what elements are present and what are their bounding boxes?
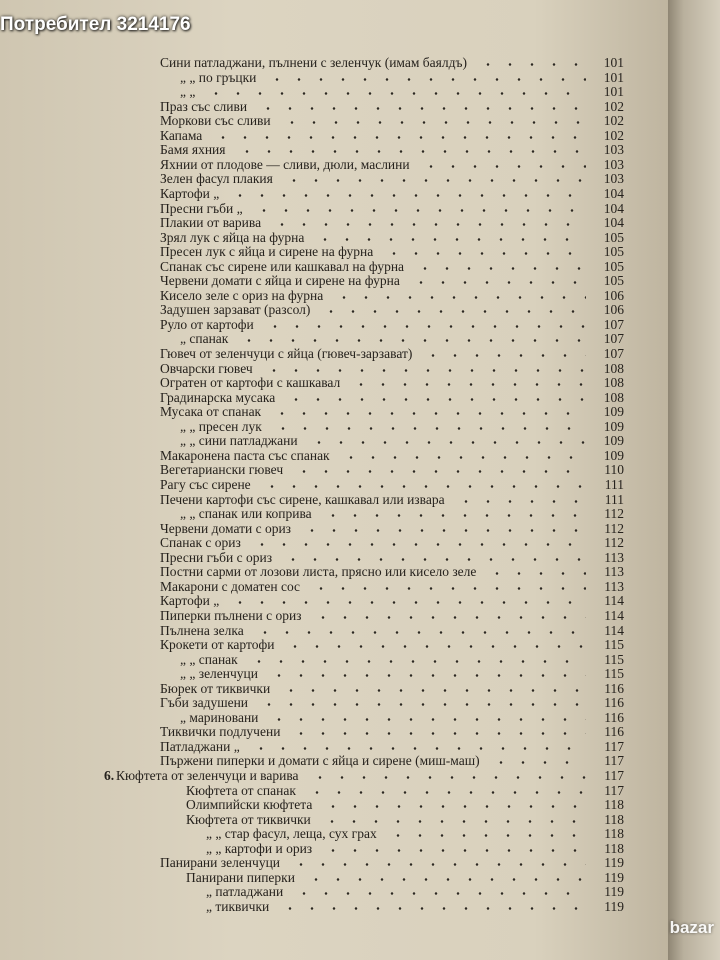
toc-page-number: 101	[603, 55, 624, 70]
toc-entry	[0, 695, 668, 710]
toc-page-number: 107	[603, 346, 624, 361]
toc-entry-title: Гъби задушени	[160, 695, 249, 711]
dot-leader	[236, 142, 586, 157]
toc-page-number: 111	[604, 477, 624, 492]
toc-entry-title: „ „ сини патладжани	[180, 433, 298, 449]
toc-entry	[0, 681, 668, 696]
toc-entry	[0, 637, 668, 652]
dot-leader	[322, 506, 586, 521]
toc-entry-title: „ мариновани	[180, 709, 259, 725]
toc-entry-title: Бамя яхния	[160, 142, 226, 158]
toc-entry	[0, 841, 668, 856]
toc-page-number: 117	[604, 753, 624, 769]
dot-leader	[279, 899, 586, 914]
toc-entry-title: Пресни гъби с ориз	[160, 549, 273, 565]
toc-page-number: 114	[604, 593, 624, 609]
toc-entry-title: „ „ пресен лук	[180, 418, 262, 434]
toc-entry-title: „ тиквички	[206, 898, 270, 914]
toc-entry	[0, 302, 668, 317]
toc-entry-title: Бюрек от тиквички	[160, 680, 271, 696]
toc-entry	[0, 128, 668, 143]
toc-page-number: 115	[604, 637, 624, 652]
toc-page-number: 107	[603, 331, 624, 347]
dot-leader	[271, 215, 586, 230]
toc-entry-title: „ „ картофи и ориз	[206, 840, 313, 856]
toc-entry-title: „ спанак	[180, 331, 229, 347]
toc-entry	[0, 84, 668, 99]
toc-entry-title: Капама	[160, 127, 203, 143]
toc-page-number: 116	[604, 724, 624, 740]
toc-page-number: 109	[603, 418, 624, 434]
toc-entry	[0, 462, 668, 477]
toc-entry-title: Картофи „	[160, 186, 220, 201]
dot-leader	[340, 448, 586, 463]
dot-leader	[310, 579, 586, 594]
toc-entry	[0, 535, 668, 550]
toc-page-number: 108	[603, 360, 624, 376]
toc-entry	[0, 710, 668, 725]
toc-page-number: 106	[603, 302, 624, 318]
dot-leader	[290, 724, 586, 739]
toc-entry-title: „ „ зеленчуци	[180, 666, 259, 682]
dot-leader	[284, 637, 586, 652]
toc-entry-title: Праз със сливи	[160, 98, 248, 114]
dot-leader	[333, 288, 586, 303]
toc-entry-title: „ „ стар фасул, леща, сух грах	[206, 826, 377, 842]
toc-entry	[0, 608, 668, 623]
dot-leader	[308, 433, 586, 448]
toc-entry	[0, 331, 668, 346]
toc-entry	[0, 142, 668, 157]
toc-page-number: 112	[604, 506, 624, 522]
toc-page-number: 109	[603, 447, 624, 463]
toc-entry-title: Кюфтета от тиквички	[186, 811, 311, 827]
dot-leader	[257, 99, 586, 114]
toc-entry-title: Червени домати с яйца и сирене на фурна	[160, 273, 400, 289]
toc-entry-title: Руло от картофи	[160, 316, 254, 332]
toc-entry	[0, 230, 668, 245]
dot-leader	[248, 652, 586, 667]
toc-page-number: 103	[603, 156, 624, 172]
dot-leader	[305, 870, 586, 885]
dot-leader	[301, 521, 586, 536]
toc-entry	[0, 739, 668, 754]
dot-leader	[263, 361, 586, 376]
dot-leader	[258, 695, 586, 710]
toc-page-number: 114	[604, 607, 624, 623]
toc-entry-title: Пиперки пълнени с ориз	[160, 607, 302, 623]
toc-page-number: 119	[604, 884, 624, 900]
dot-leader	[293, 462, 586, 477]
toc-entry-title: Мусака от спанак	[160, 404, 262, 420]
dot-leader	[268, 666, 586, 681]
toc-entry	[0, 70, 668, 85]
toc-entry	[0, 652, 668, 667]
toc-entry	[0, 870, 668, 885]
dot-leader	[253, 201, 586, 216]
toc-entry	[0, 753, 668, 768]
toc-page-number: 112	[604, 535, 624, 551]
toc-entry	[0, 797, 668, 812]
toc-page-number: 105	[603, 273, 624, 289]
toc-page-number: 117	[604, 768, 624, 783]
toc-page-number: 119	[604, 855, 624, 871]
dot-leader	[312, 608, 586, 623]
dot-leader	[477, 55, 586, 70]
dot-leader	[321, 812, 586, 827]
dot-leader	[290, 855, 586, 870]
toc-entry-title: Макарони с доматен сос	[160, 578, 301, 594]
toc-entry-title: „ „ спанак или коприва	[180, 506, 312, 522]
dot-leader	[264, 317, 586, 332]
book-spine	[668, 0, 720, 960]
toc-page-number: 105	[603, 229, 624, 245]
toc-entry-title: „ патладжани	[206, 884, 284, 900]
toc-entry-title: Яхнии от плодове — сливи, дюли, маслини	[160, 156, 410, 172]
dot-leader	[285, 390, 586, 405]
dot-leader	[212, 128, 586, 143]
toc-entry	[0, 521, 668, 536]
toc-entry	[0, 288, 668, 303]
toc-entry-title: Кюфтета от зеленчуци и варива	[116, 768, 299, 783]
toc-entry-title: Плакии от варива	[160, 215, 262, 231]
toc-page-number: 101	[603, 69, 624, 85]
dot-leader	[350, 375, 586, 390]
toc-page-number: 102	[603, 127, 624, 143]
toc-entry-title: Крокети от картофи	[160, 637, 275, 652]
toc-page-number: 118	[604, 811, 624, 827]
toc-entry	[0, 433, 668, 448]
dot-leader	[229, 593, 586, 608]
toc-entry-title: Макаронена паста със спанак	[160, 447, 330, 463]
dot-leader	[306, 783, 586, 798]
dot-leader	[490, 753, 586, 768]
toc-entry-title: Пържени пиперки и домати с яйца и сирене (миш-маш)	[160, 753, 480, 769]
toc-page-number: 115	[604, 666, 624, 682]
dot-leader	[455, 492, 586, 507]
toc-page-number: 112	[604, 520, 624, 536]
toc-entry-title: „ „	[180, 84, 196, 100]
toc-entry	[0, 884, 668, 899]
toc-entry	[0, 171, 668, 186]
toc-entry-title: Панирани пиперки	[186, 869, 295, 885]
toc-entry-title: Картофи „	[160, 593, 220, 609]
toc-entry-title: Тиквички подлучени	[160, 724, 281, 740]
toc-page-number: 104	[603, 186, 624, 201]
dot-leader	[422, 346, 586, 361]
toc-page-number: 117	[604, 782, 624, 798]
dot-leader	[281, 113, 586, 128]
toc-entry	[0, 506, 668, 521]
toc-entry-title: Градинарска мусака	[160, 389, 276, 405]
toc-entry	[0, 724, 668, 739]
dot-leader	[280, 681, 586, 696]
toc-entry-title: Патладжани „	[160, 738, 240, 754]
bazar-logo: bazar	[669, 918, 714, 937]
toc-page-number: 103	[603, 142, 624, 158]
toc-entry-title: Червени домати с ориз	[160, 520, 292, 536]
toc-entry	[0, 390, 668, 405]
toc-entry-title: Овчарски гювеч	[160, 360, 253, 376]
dot-leader	[322, 797, 586, 812]
toc-page-number: 107	[603, 316, 624, 332]
toc-entry	[0, 346, 668, 361]
toc-entry-title: Кюфтета от спанак	[186, 782, 296, 798]
dot-leader	[229, 186, 586, 201]
dot-leader	[383, 244, 586, 259]
toc-entry	[0, 899, 668, 914]
toc-entry	[0, 361, 668, 376]
user-watermark: Потребител 3214176	[0, 14, 191, 35]
dot-leader	[320, 302, 586, 317]
toc-entry	[0, 579, 668, 594]
toc-entry	[0, 550, 668, 565]
toc-entry	[0, 273, 668, 288]
toc-entry	[0, 186, 668, 201]
toc-entry-title: „ „ по гръцки	[180, 69, 257, 85]
toc-entry-title: Спанак с ориз	[160, 535, 241, 551]
toc-entry-title: Кисело зеле с ориз на фурна	[160, 287, 324, 303]
toc-entry	[0, 201, 668, 216]
dot-leader	[238, 331, 586, 346]
toc-page-number: 113	[604, 564, 624, 580]
toc-page-number: 115	[604, 651, 624, 667]
dot-leader	[266, 70, 586, 85]
toc-entry	[0, 564, 668, 579]
toc-page-number: 116	[604, 695, 624, 711]
toc-entry	[0, 477, 668, 492]
dot-leader	[314, 230, 586, 245]
section-number: 6.	[104, 768, 115, 783]
toc-entry-title: Задушен зарзават (разсол)	[160, 302, 311, 318]
toc-page-number: 116	[604, 680, 624, 696]
toc-page-number: 105	[603, 244, 624, 260]
toc-page-number: 117	[604, 738, 624, 754]
toc-page-number: 104	[603, 200, 624, 216]
toc-page-number: 102	[603, 113, 624, 129]
toc-page-number: 106	[603, 287, 624, 303]
toc-page-number: 113	[604, 549, 624, 565]
toc-entry	[0, 157, 668, 172]
toc-page-number: 113	[604, 578, 624, 594]
toc-entry	[0, 419, 668, 434]
toc-page-number: 104	[603, 215, 624, 231]
toc-page-number: 109	[603, 404, 624, 420]
dot-leader	[254, 623, 586, 638]
dot-leader	[261, 477, 586, 492]
dot-leader	[414, 259, 586, 274]
toc-entry	[0, 375, 668, 390]
toc-entry-title: Пресен лук с яйца и сирене на фурна	[160, 244, 374, 260]
toc-entry-title: Пресни гъби „	[160, 200, 243, 216]
toc-entry-title: Зелен фасул плакия	[160, 171, 273, 187]
dot-leader	[251, 535, 586, 550]
toc-entry	[0, 666, 668, 681]
toc-entry	[0, 593, 668, 608]
toc-entry-title: Сини патладжани, пълнени с зеленчук (имам баялдъ)	[160, 55, 467, 70]
toc-entry-title: Олимпийски кюфтета	[186, 797, 313, 813]
toc-entry-title: Рагу със сирене	[160, 477, 251, 492]
toc-page-number: 110	[604, 462, 624, 478]
toc-page-number: 119	[604, 869, 624, 885]
dot-leader	[272, 419, 586, 434]
toc-page-number: 118	[604, 797, 624, 813]
toc-page-number: 105	[603, 258, 624, 274]
toc-page-number: 102	[603, 98, 624, 114]
toc-entry-title: Пълнена зелка	[160, 622, 244, 638]
dot-leader	[268, 710, 586, 725]
toc-entry-title: Гювеч от зеленчуци с яйца (гювеч-зарзават)	[160, 346, 413, 361]
dot-leader	[410, 273, 586, 288]
toc-entry	[0, 113, 668, 128]
toc-entry-title: Вегетариански гювеч	[160, 462, 284, 478]
dot-leader	[293, 884, 586, 899]
toc-entry-title: Спанак със сирене или кашкавал на фурна	[160, 258, 405, 274]
toc-entry	[0, 855, 668, 870]
dot-leader	[205, 84, 586, 99]
dot-leader	[250, 739, 586, 754]
toc-entry-title: Панирани зеленчуци	[160, 855, 281, 871]
toc-entry	[0, 215, 668, 230]
toc-entry	[0, 826, 668, 841]
toc-page-number: 118	[604, 840, 624, 856]
dot-leader	[271, 404, 586, 419]
toc-entry	[0, 55, 668, 70]
toc-entry-title: Моркови със сливи	[160, 113, 271, 129]
toc-entry	[0, 99, 668, 114]
toc-page-number: 108	[603, 375, 624, 391]
toc-entry	[0, 783, 668, 798]
dot-leader	[420, 157, 586, 172]
toc-page-number: 108	[603, 389, 624, 405]
toc-section-entry	[0, 768, 668, 783]
toc-entry-title: Печени картофи със сирене, кашкавал или извара	[160, 491, 445, 507]
dot-leader	[387, 826, 586, 841]
toc-page-number: 118	[604, 826, 624, 842]
toc-entry-title: Зрял лук с яйца на фурна	[160, 229, 305, 245]
toc-page-number: 101	[603, 84, 624, 100]
dot-leader	[283, 171, 586, 186]
toc-page-number: 114	[604, 622, 624, 638]
toc-entry	[0, 623, 668, 638]
toc-entry-title: Огратен от картофи с кашкавал	[160, 375, 341, 391]
toc-page-number: 111	[604, 491, 624, 507]
toc-entry	[0, 404, 668, 419]
toc-entry	[0, 492, 668, 507]
toc-entry	[0, 812, 668, 827]
toc-entry	[0, 244, 668, 259]
toc-entry	[0, 448, 668, 463]
toc-page-number: 109	[603, 433, 624, 449]
toc-page-number: 116	[604, 709, 624, 725]
toc-page-number: 103	[603, 171, 624, 187]
toc-entry	[0, 317, 668, 332]
dot-leader	[309, 768, 586, 783]
dot-leader	[282, 550, 586, 565]
toc-entry-title: Постни сарми от лозови листа, прясно или кисело зеле	[160, 564, 477, 580]
dot-leader	[322, 841, 586, 856]
toc-entry	[0, 259, 668, 274]
toc-entry-title: „ „ спанак	[180, 651, 238, 667]
dot-leader	[486, 564, 586, 579]
toc-page-number: 119	[604, 898, 624, 914]
